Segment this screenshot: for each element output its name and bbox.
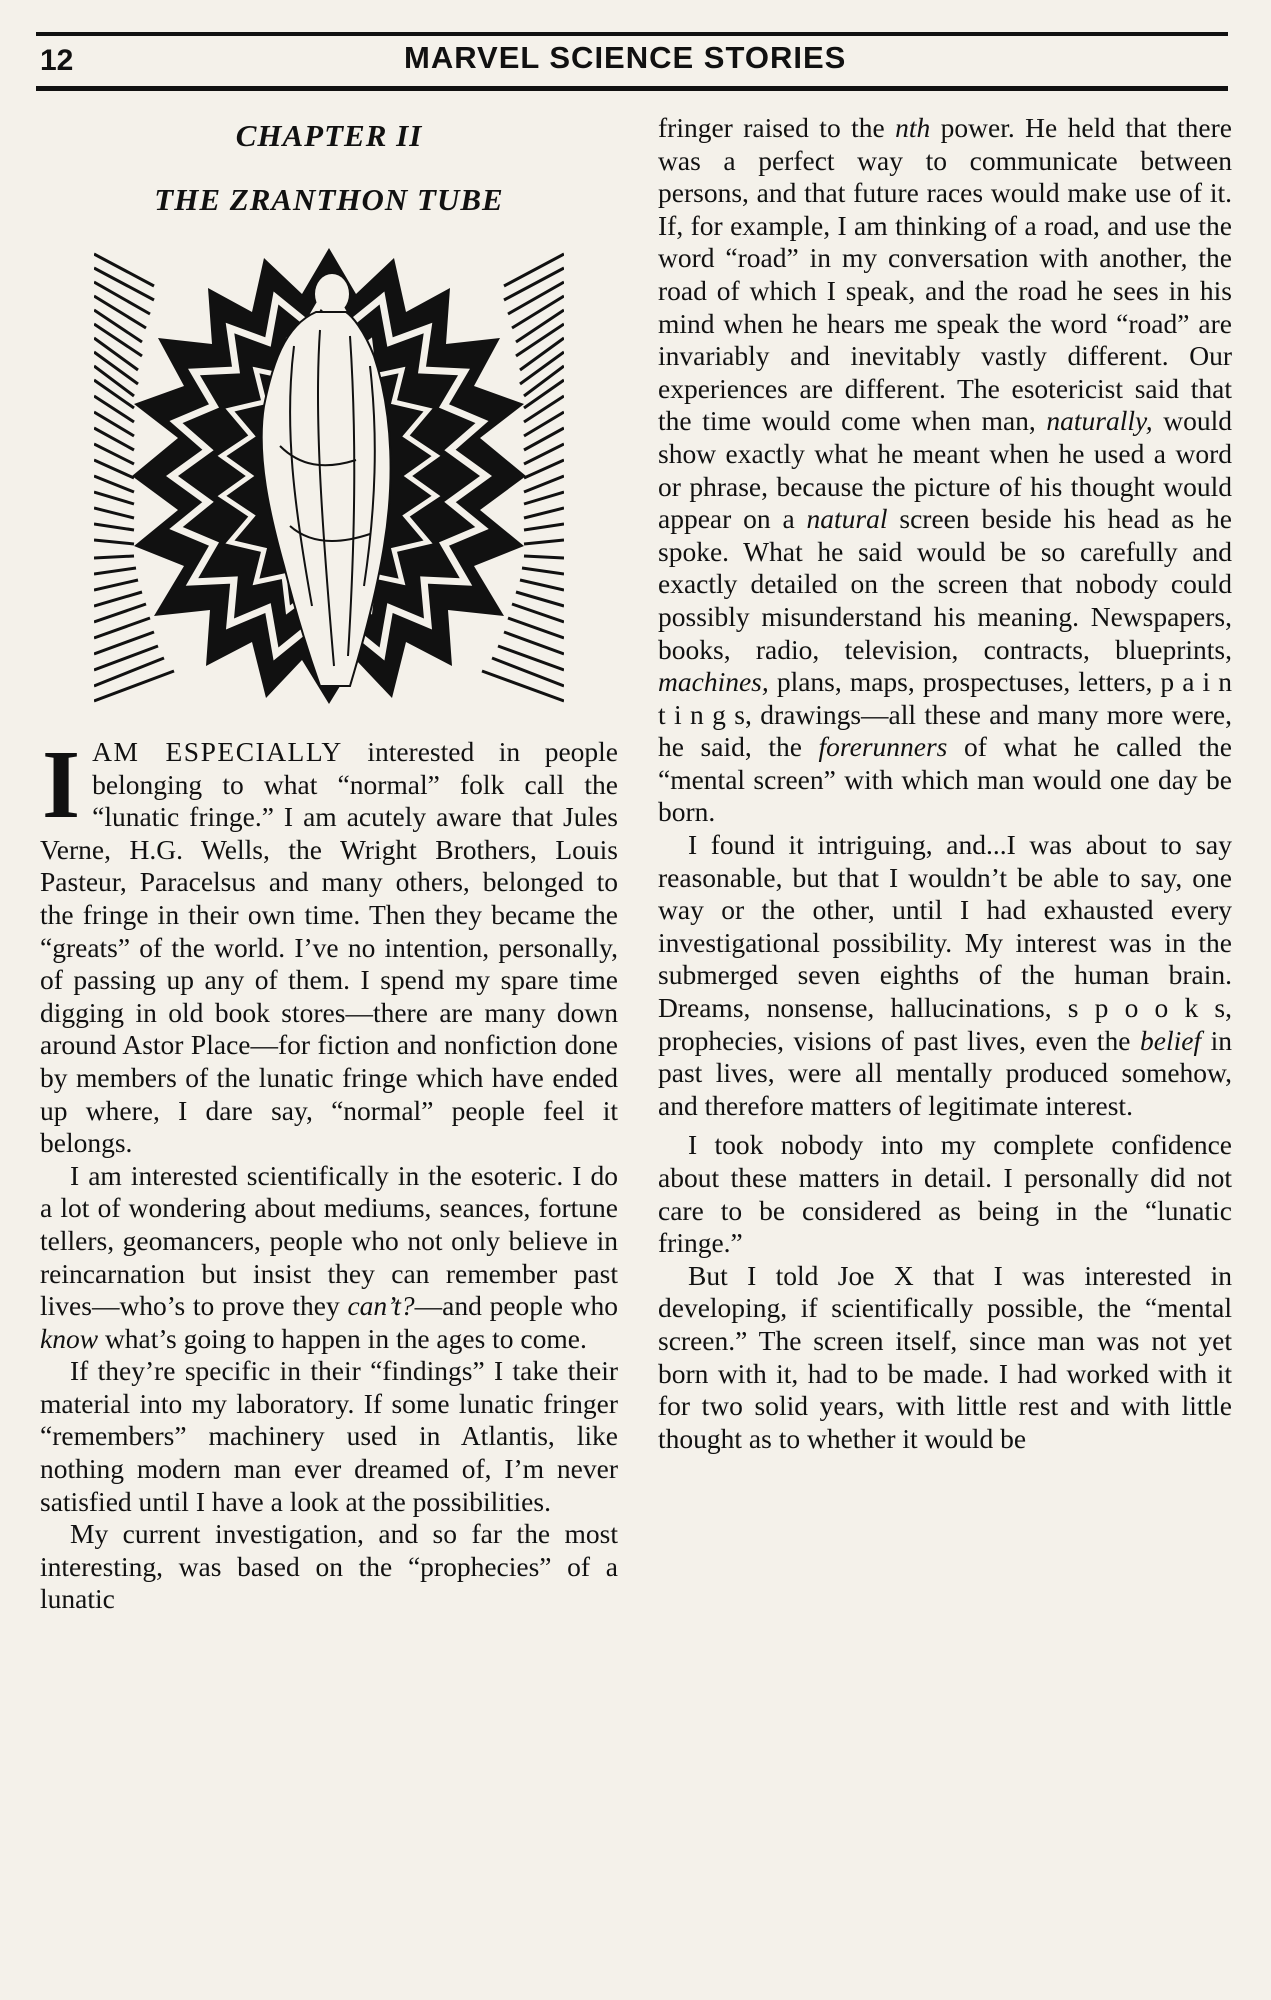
text-run: I am interested scientifically in the esoteric. I do a lot of wondering about mediums, seances, fortune tellers, geomancers, people who not only believe in reincarnation but insist they can remember past lives—who’s to prove they (40, 1159, 618, 1322)
page-number: 12 (40, 44, 74, 77)
text-run: in past lives, were all mentally produced somehow, and therefore matters of legitimate interest. (658, 1024, 1232, 1121)
emphasis: natural (806, 503, 888, 535)
text-run: fringer raised to the (658, 112, 896, 143)
paragraph-1 (40, 731, 619, 1160)
emphasis: know (40, 1322, 99, 1354)
text-run: what’s going to happen in the ages to come. (98, 1322, 587, 1354)
emphasis: naturally, (1046, 405, 1153, 437)
text-run: —and people who (414, 1290, 618, 1322)
paragraph-4: My current investigation, and so far the most interesting, was based on the “prophecies” of a lunatic (40, 1518, 618, 1615)
emphasis: can’t? (347, 1290, 415, 1322)
emphasis: forerunners (818, 731, 948, 763)
text-run: would show exactly what he meant when he used a word or phrase, because the picture of his thought would appear on a (658, 405, 1233, 535)
right-column (658, 112, 1232, 1455)
paragraph-1-text: interested in people belonging to what “normal” folk call the “lunatic fringe.” I am acutely aware that Jules Verne, H.G. Wells, the Wright Brothers, Louis Pasteur, Paracelsus and many others, belonged to the fringe in their own time. Then they became the “greats” of the world. I’ve no intention, personally, of passing up any of them. I spend my spare time digging in old book stores—there are many down around Astor Place—for fiction and nonfiction done by members of the lunatic fringe which have ended up where, I dare say, “normal” people feel it belongs. (40, 736, 619, 1159)
text-run: plans, maps, prospectuses, letters, p a i n t i n g s, drawings—all these and many more were, he said, the (658, 666, 1232, 763)
running-head: MARVEL SCIENCE STORIES (404, 40, 847, 75)
text-run: screen beside his head as he spoke. What he said would be so carefully and exactly detailed on the screen that nobody could possibly misunderstand his meaning. Newspapers, books, radio, television, contracts, blueprints, (658, 503, 1232, 665)
paragraph-6 (658, 829, 1232, 1122)
header-rule-bottom (36, 86, 1228, 91)
emphasis: nth (895, 112, 931, 143)
emphasis: machines, (658, 666, 769, 698)
chapter-subtitle: THE ZRANTHON TUBE (154, 182, 504, 217)
emphasis: belief (1140, 1024, 1202, 1056)
paragraph-8: But I told Joe X that I was interested in developing, if scientifically possible, the “mental screen.” The screen itself, since man was not yet born with it, had to be made. I had worked with it for two solid years, with little rest and with little thought as to whether it would be (658, 1259, 1232, 1454)
paragraph-7: I took nobody into my complete confidence about these matters in detail. I personally did not care to be considered as being in the “lunatic fringe.” (658, 1129, 1232, 1259)
paragraph-2 (40, 1160, 618, 1356)
header-rule-top (36, 32, 1228, 36)
text-run: power. He held that there was a perfect way to communicate between persons, and that future races would make use of it. If, for example, I am thinking of a road, and use the word “road” in my conversation with another, the road of which I speak, and the road he sees in his mind when he hears me speak the word “road” are invariably and inevitably vastly different. Our experiences are different. The esotericist said that the time would come when man, (658, 112, 1232, 437)
text-run: of what he called the “mental screen” with which man would one day be born. (658, 731, 1232, 828)
lead-words: AM ESPECIALLY (92, 736, 343, 767)
paragraph-5 (658, 112, 1232, 829)
left-column (40, 112, 618, 1616)
robed-figure-illustration (94, 246, 564, 706)
drop-cap: I (42, 731, 81, 839)
text-run: I found it intriguing, and...I was about to say reasonable, but that I wouldn’t be able to say, one way or the other, until I had exhausted every investigational possibility. My interest was in the submerged seven eighths of the human brain. Dreams, nonsense, hallucinations, s p o o k s, prophecies, visions of past lives, even the (658, 829, 1232, 1056)
paragraph-3: If they’re specific in their “findings” I take their material into my laboratory. If some lunatic fringer “remembers” machinery used in Atlantis, like nothing modern man ever dreamed of, I’m never satisfied until I have a look at the possibilities. (40, 1355, 618, 1517)
chapter-title: CHAPTER II (235, 118, 423, 153)
